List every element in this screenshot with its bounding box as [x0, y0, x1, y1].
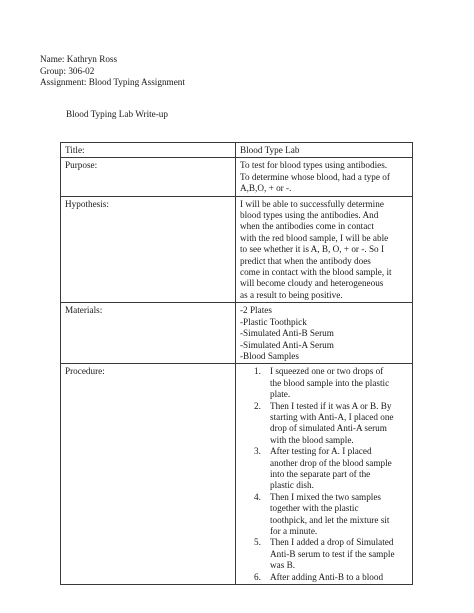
step-line: Anti-B serum to test if the sample	[270, 548, 395, 559]
step-line: together with the plastic	[270, 503, 359, 514]
purpose-line: A,B,O, + or -.	[240, 183, 292, 194]
step-line: for a minute.	[270, 526, 318, 536]
step-number: 1.	[254, 366, 261, 377]
step-line: drop of simulated Anti-A serum	[270, 423, 387, 434]
hypothesis-line: blood types using the antibodies. And	[240, 210, 379, 221]
step-number: 4.	[254, 491, 261, 502]
group-number: Group: 306-02	[40, 65, 95, 76]
title-value: Blood Type Lab	[236, 143, 413, 158]
step-line: Then I added a drop of Simulated	[270, 537, 394, 548]
step-number: 3.	[254, 446, 261, 457]
hypothesis-line: predict that when the antibody does	[240, 255, 371, 266]
procedure-label: Procedure:	[61, 364, 236, 585]
table-row-hypothesis	[61, 196, 413, 303]
step-line: Then I tested if it was A or B. By	[270, 400, 392, 411]
step-number: 2.	[254, 400, 261, 411]
procedure-step	[240, 446, 410, 492]
procedure-step	[240, 401, 410, 447]
step-line: toothpick, and let the mixture sit	[270, 514, 390, 525]
procedure-step	[240, 492, 410, 538]
hypothesis-line: to see whether it is A, B, O, + or -. So I	[240, 244, 384, 255]
procedure-steps	[236, 364, 413, 585]
procedure-step	[240, 572, 410, 583]
purpose-text	[236, 158, 413, 196]
hypothesis-line: when the antibodies come in contact	[240, 221, 374, 232]
material-item: -Simulated Anti-B Serum	[240, 328, 334, 339]
table-row-materials	[61, 303, 413, 364]
title-label: Title:	[61, 143, 236, 158]
document-header	[40, 54, 185, 89]
purpose-line: To test for blood types using antibodies.	[240, 160, 388, 171]
procedure-list	[240, 366, 410, 583]
step-number: 6.	[254, 571, 261, 582]
materials-list	[236, 303, 413, 364]
hypothesis-line: come in contact with the blood sample, it	[240, 267, 392, 278]
step-line: plate.	[270, 389, 291, 400]
materials-label: Materials:	[61, 303, 236, 364]
hypothesis-line: will become cloudy and heterogeneous	[240, 278, 384, 289]
hypothesis-label: Hypothesis:	[61, 196, 236, 303]
hypothesis-line: as a result to being positive.	[240, 289, 343, 300]
hypothesis-line: with the red blood sample, I will be able	[240, 232, 389, 243]
step-line: I squeezed one or two drops of	[270, 366, 384, 377]
step-line: Then I mixed the two samples	[270, 491, 381, 502]
hypothesis-line: I will be able to successfully determine	[240, 198, 384, 209]
table-row-purpose	[61, 158, 413, 196]
material-item: -Plastic Toothpick	[240, 316, 307, 327]
step-number: 5.	[254, 537, 261, 548]
step-line: plastic dish.	[270, 480, 314, 491]
material-item: -Blood Samples	[240, 350, 299, 361]
lab-writeup-table	[60, 142, 413, 585]
step-line: After testing for A. I placed	[270, 446, 372, 457]
step-line: was B.	[270, 560, 296, 571]
hypothesis-text	[236, 196, 413, 303]
purpose-line: To determine whose blood, had a type of	[240, 171, 390, 182]
student-name: Name: Kathryn Ross	[40, 54, 118, 64]
step-line: into the separate part of the	[270, 468, 371, 479]
procedure-step	[240, 366, 410, 400]
procedure-step	[240, 537, 410, 571]
step-line: with the blood sample.	[270, 434, 354, 445]
step-line: starting with Anti-A, I placed one	[270, 411, 394, 422]
step-line: After adding Anti-B to a blood	[270, 571, 384, 582]
step-line: the blood sample into the plastic	[270, 377, 390, 388]
assignment-name: Assignment: Blood Typing Assignment	[40, 77, 185, 88]
document-title: Blood Typing Lab Write-up	[66, 109, 168, 119]
material-item: -2 Plates	[240, 305, 272, 316]
table-row-procedure	[61, 364, 413, 585]
material-item: -Simulated Anti-A Serum	[240, 339, 334, 350]
purpose-label: Purpose:	[61, 158, 236, 196]
step-line: another drop of the blood sample	[270, 457, 392, 468]
table-row-title	[61, 143, 413, 158]
